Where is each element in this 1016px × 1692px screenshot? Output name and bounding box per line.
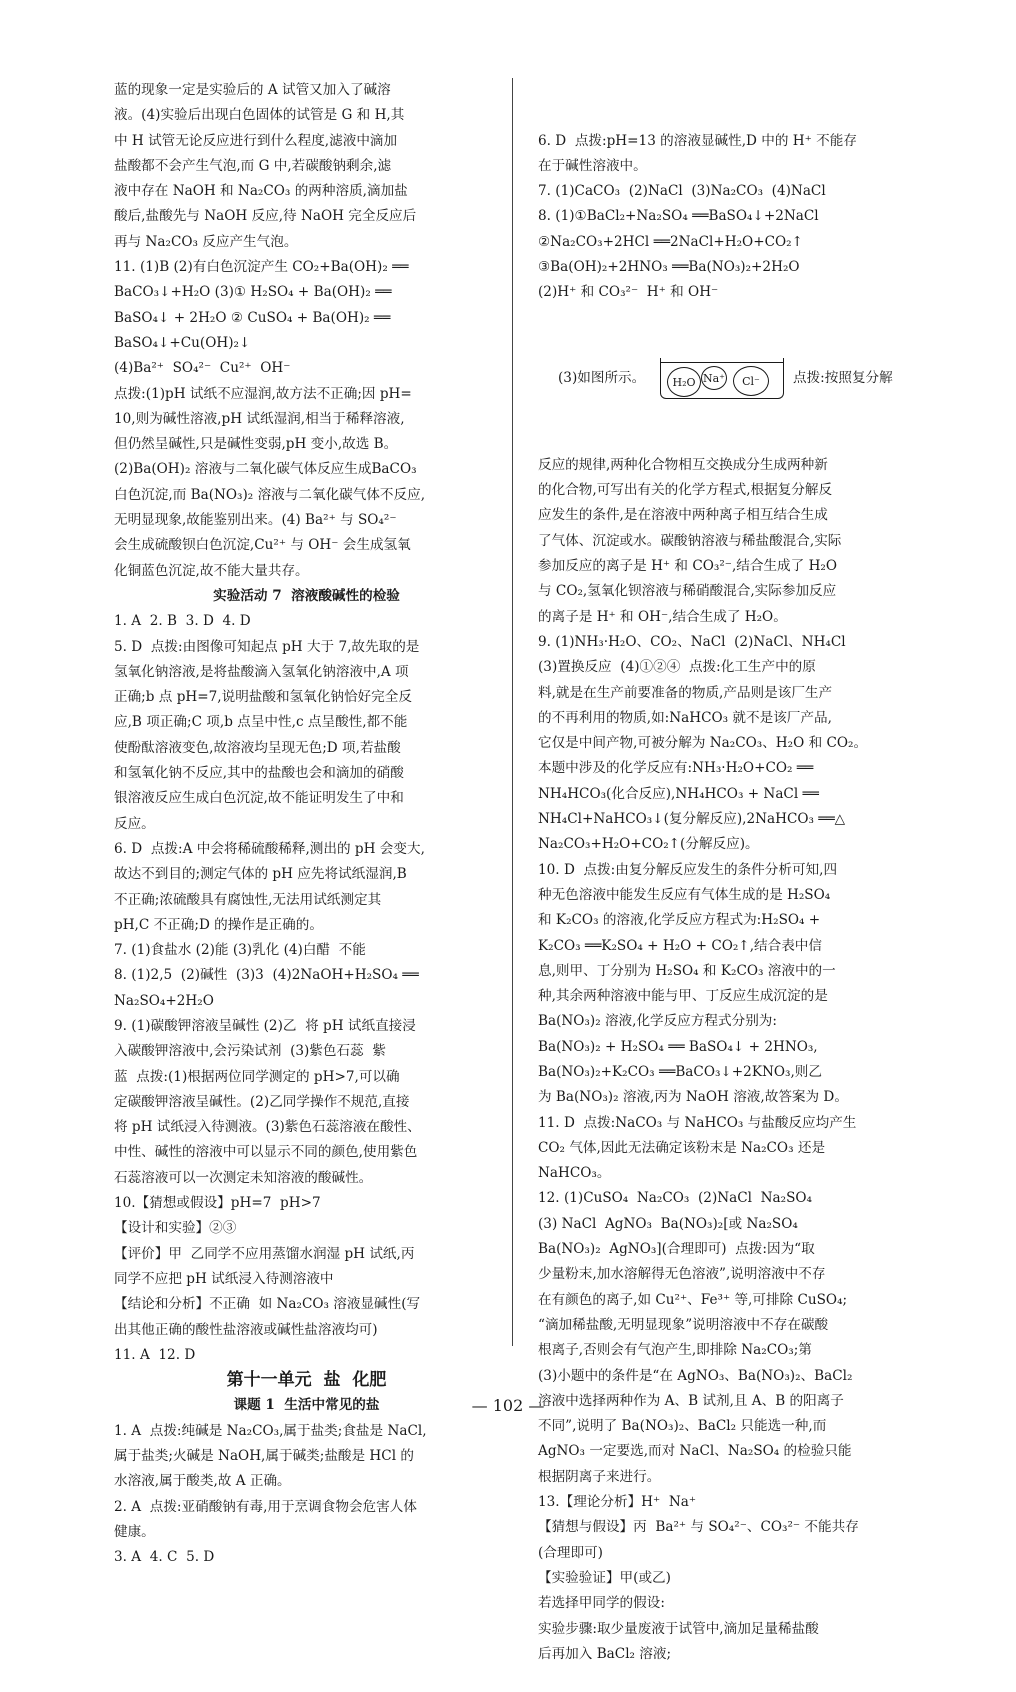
text-line: 为 Ba(NO₃)₂ 溶液,丙为 NaOH 溶液,故答案为 D。 (538, 1089, 848, 1106)
text-line: 水溶液,属于酸类,故 A 正确。 (114, 1473, 291, 1490)
text-line: 中 H 试管无论反应进行到什么程度,滤液中滴加 (114, 132, 398, 149)
text-line: 【实验验证】甲(或乙) (538, 1569, 671, 1586)
text-line: (3)置换反应 (4)①②④ 点拨:化工生产中的原 (538, 659, 816, 676)
text-line: 了气体、沉淀或水。碳酸钠溶液与稀盐酸混合,实际 (538, 532, 842, 549)
text-line: 本题中涉及的化学反应有:NH₃·H₂O+CO₂ ══ (538, 760, 814, 777)
text-line: 3. A 4. C 5. D (114, 1549, 215, 1566)
text-line: 11. (1)B (2)有白色沉淀产生 CO₂+Ba(OH)₂ ══ (114, 259, 409, 276)
beaker-diagram (660, 358, 784, 399)
text-line: 酸后,盐酸先与 NaOH 反应,待 NaOH 完全反应后 (114, 208, 417, 225)
text-line: Ba(NO₃)₂+K₂CO₃ ══BaCO₃↓+2KNO₃,则乙 (538, 1063, 822, 1080)
diagram-hint: 点拨:按照复分解 (793, 370, 893, 387)
text-line: 入碳酸钾溶液中,会污染试剂 (3)紫色石蕊 紫 (114, 1043, 386, 1060)
text-line: 课题 1 生活中常见的盐 (233, 1397, 380, 1414)
text-line: 8. (1)2,5 (2)碱性 (3)3 (4)2NaOH+H₂SO₄ ══ (114, 967, 419, 984)
right-column (538, 78, 924, 1692)
text-line: 点拨:(1)pH 试纸不应湿润,故方法不正确;因 pH= (114, 385, 412, 402)
text-line: 料,就是在生产前要准备的物质,产品则是该厂生产 (538, 684, 833, 701)
text-line: pH,C 不正确;D 的操作是正确的。 (114, 916, 323, 933)
diagram-caption: (3)如图所示。 (558, 370, 646, 387)
text-line: 11. D 点拨:NaCO₃ 与 NaHCO₃ 与盐酸反应均产生 (538, 1114, 857, 1131)
text-line: 【设计和实验】②③ (114, 1220, 237, 1237)
text-line: 实验步骤:取少量废液于试管中,滴加足量稀盐酸 (538, 1620, 819, 1637)
text-line: 不同”,说明了 Ba(NO₃)₂、BaCl₂ 只能选一种,而 (538, 1418, 827, 1435)
text-line: 13.【理论分析】H⁺ Na⁺ (538, 1494, 697, 1511)
text-line: 和氢氧化钠不反应,其中的盐酸也会和滴加的硝酸 (114, 765, 404, 782)
left-column (114, 78, 499, 1571)
text-line: 11. A 12. D (114, 1346, 196, 1363)
text-line: 会生成硫酸钡白色沉淀,Cu²⁺ 与 OH⁻ 会生成氢氧 (114, 537, 411, 554)
text-line: 9. (1)NH₃·H₂O、CO₂、NaCl (2)NaCl、NH₄Cl (538, 633, 846, 650)
text-line: 1. A 2. B 3. D 4. D (114, 613, 251, 630)
right-column-part-a (538, 129, 924, 306)
text-line: 盐酸都不会产生气泡,而 G 中,若碳酸钠剩余,滤 (114, 157, 392, 174)
text-line: 和 K₂CO₃ 的溶液,化学反应方程式为:H₂SO₄ + (538, 912, 821, 929)
text-line: 根离子,否则会有气泡产生,即排除 Na₂CO₃;第 (538, 1342, 812, 1359)
text-line: 6. D 点拨:A 中会将稀硫酸稀释,测出的 pH 会变大, (114, 840, 425, 857)
ion-diagram-line (538, 356, 924, 402)
text-line: 6. D 点拨:pH=13 的溶液显碱性,D 中的 H⁺ 不能存 (538, 132, 857, 149)
text-line: 息,则甲、丁分别为 H₂SO₄ 和 K₂CO₃ 溶液中的一 (538, 962, 836, 979)
text-line: 中性、碱性的溶液中可以显示不同的颜色,使用紫色 (114, 1144, 418, 1161)
right-column-part-b (538, 453, 924, 1667)
text-line: (3)小题中的条件是“在 AgNO₃、Ba(NO₃)₂、BaCl₂ (538, 1367, 853, 1384)
text-line: 反应的规律,两种化合物相互交换成分生成两种新 (538, 456, 828, 473)
text-line: K₂CO₃ ══K₂SO₄ + H₂O + CO₂↑,结合表中信 (538, 937, 822, 954)
text-line: 在有颜色的离子,如 Cu²⁺、Fe³⁺ 等,可排除 CuSO₄; (538, 1291, 848, 1308)
text-line: ②Na₂CO₃+2HCl ══2NaCl+H₂O+CO₂↑ (538, 233, 803, 250)
text-line: 参加反应的离子是 H⁺ 和 CO₃²⁻,结合生成了 H₂O (538, 558, 838, 575)
text-line: 银溶液反应生成白色沉淀,故不能证明发生了中和 (114, 790, 404, 807)
text-line: 溶液中选择两种作为 A、B 试剂,且 A、B 的阳离子 (538, 1392, 844, 1409)
text-line: Ba(NO₃)₂ 溶液,化学反应方程式分别为: (538, 1013, 777, 1030)
text-line: 的化合物,可写出有关的化学方程式,根据复分解反 (538, 482, 833, 499)
text-line: 根据阴离子来进行。 (538, 1468, 661, 1485)
ion-water: H₂O (667, 367, 701, 397)
text-line: 的离子是 H⁺ 和 OH⁻,结合生成了 H₂O。 (538, 608, 787, 625)
text-line: 后再加入 BaCl₂ 溶液; (538, 1645, 672, 1662)
text-line: 氢氧化钠溶液,是将盐酸滴入氢氧化钠溶液中,A 项 (114, 663, 409, 680)
text-line: 10. D 点拨:由复分解反应发生的条件分析可知,四 (538, 861, 838, 878)
text-line: (2)H⁺ 和 CO₃²⁻ H⁺ 和 OH⁻ (538, 284, 719, 301)
text-line: 无明显现象,故能鉴别出来。(4) Ba²⁺ 与 SO₄²⁻ (114, 512, 397, 529)
text-line: CO₂ 气体,因此无法确定该粉末是 Na₂CO₃ 还是 (538, 1139, 826, 1156)
text-line: 7. (1)食盐水 (2)能 (3)乳化 (4)白醋 不能 (114, 942, 366, 959)
text-line: Na₂CO₃+H₂O+CO₂↑(分解反应)。 (538, 836, 759, 853)
text-line: 正确;b 点 pH=7,说明盐酸和氢氧化钠恰好完全反 (114, 689, 412, 706)
text-line: 8. (1)①BaCl₂+Na₂SO₄ ══BaSO₄↓+2NaCl (538, 208, 819, 225)
text-line: 少量粉末,加水溶解得无色溶液”,说明溶液中不存 (538, 1266, 826, 1283)
text-line: 出其他正确的酸性盐溶液或碱性盐溶液均可) (114, 1321, 378, 1338)
text-line: 使酚酞溶液变色,故溶液均呈现无色;D 项,若盐酸 (114, 739, 401, 756)
text-line: AgNO₃ 一定要选,而对 NaCl、Na₂SO₄ 的检验只能 (538, 1443, 852, 1460)
page-number: — 102 — (471, 1396, 545, 1415)
text-line: 12. (1)CuSO₄ Na₂CO₃ (2)NaCl Na₂SO₄ (538, 1190, 812, 1207)
ion-sodium: Na⁺ (701, 366, 727, 390)
text-line: 将 pH 试纸浸入待测液。(3)紫色石蕊溶液在酸性、 (114, 1119, 421, 1136)
text-line: (4)Ba²⁺ SO₄²⁻ Cu²⁺ OH⁻ (114, 360, 291, 377)
text-line: 10,则为碱性溶液,pH 试纸湿润,相当于稀释溶液, (114, 410, 405, 427)
text-line: 蓝 点拨:(1)根据两位同学测定的 pH>7,可以确 (114, 1068, 400, 1085)
text-line: 再与 Na₂CO₃ 反应产生气泡。 (114, 233, 298, 250)
text-line: 10.【猜想或假设】pH=7 pH>7 (114, 1195, 321, 1212)
text-line: 不正确;浓硫酸具有腐蚀性,无法用试纸测定其 (114, 891, 382, 908)
text-line: 若选择甲同学的假设: (538, 1595, 665, 1612)
text-line: 健康。 (114, 1523, 155, 1540)
text-line: (合理即可) (538, 1544, 603, 1561)
ion-chloride: Cl⁻ (733, 366, 769, 396)
text-line: 【评价】甲 乙同学不应用蒸馏水润湿 pH 试纸,丙 (114, 1245, 415, 1262)
text-line: NaHCO₃。 (538, 1165, 611, 1182)
text-line: 液。(4)实验后出现白色固体的试管是 G 和 H,其 (114, 107, 405, 124)
text-line: 属于盐类;火碱是 NaOH,属于碱类;盐酸是 HCl 的 (114, 1448, 414, 1465)
text-line: 化铜蓝色沉淀,故不能大量共存。 (114, 562, 309, 579)
text-line: 应,B 项正确;C 项,b 点呈中性,c 点呈酸性,都不能 (114, 714, 408, 731)
text-line: NH₄Cl+NaHCO₃↓(复分解反应),2NaHCO₃ ══△ (538, 811, 846, 828)
text-line: 【结论和分析】不正确 如 Na₂CO₃ 溶液显碱性(写 (114, 1296, 421, 1313)
text-line: 应发生的条件,是在溶液中两种离子相互结合生成 (538, 507, 828, 524)
text-line: 实验活动 7 溶液酸碱性的检验 (213, 587, 400, 604)
text-line: 它仅是中间产物,可被分解为 Na₂CO₃、H₂O 和 CO₂。 (538, 735, 868, 752)
text-line: Ba(NO₃)₂ + H₂SO₄ ══ BaSO₄↓ + 2HNO₃, (538, 1038, 818, 1055)
text-line: 液中存在 NaOH 和 Na₂CO₃ 的两种溶质,滴加盐 (114, 183, 408, 200)
text-line: 种无色溶液中能发生反应有气体生成的是 H₂SO₄ (538, 886, 831, 903)
text-line: 故达不到目的;测定气体的 pH 应先将试纸湿润,B (114, 866, 407, 883)
text-line: BaCO₃↓+H₂O (3)① H₂SO₄ + Ba(OH)₂ ══ (114, 284, 392, 301)
text-line: 7. (1)CaCO₃ (2)NaCl (3)Na₂CO₃ (4)NaCl (538, 183, 826, 200)
text-line: “滴加稀盐酸,无明显现象”说明溶液中不存在碳酸 (538, 1316, 829, 1333)
text-line: (2)Ba(OH)₂ 溶液与二氧化碳气体反应生成BaCO₃ (114, 461, 417, 478)
text-line: BaSO₄↓ + 2H₂O ② CuSO₄ + Ba(OH)₂ ══ (114, 309, 391, 326)
text-line: BaSO₄↓+Cu(OH)₂↓ (114, 334, 251, 351)
text-line: 同学不应把 pH 试纸浸入待测溶液中 (114, 1270, 334, 1287)
text-line: 白色沉淀,而 Ba(NO₃)₂ 溶液与二氧化碳气体不反应, (114, 486, 426, 503)
text-line: 2. A 点拨:亚硝酸钠有毒,用于烹调食物会危害人体 (114, 1498, 417, 1515)
text-line: 9. (1)碳酸钾溶液呈碱性 (2)乙 将 pH 试纸直接浸 (114, 1017, 416, 1034)
text-line: 与 CO₂,氢氧化钡溶液与稀硝酸混合,实际参加反应 (538, 583, 837, 600)
text-line: 石蕊溶液可以一次测定未知溶液的酸碱性。 (114, 1169, 373, 1186)
text-line: NH₄HCO₃(化合反应),NH₄HCO₃ + NaCl ══ (538, 785, 819, 802)
text-line: 5. D 点拨:由图像可知起点 pH 大于 7,故先取的是 (114, 638, 420, 655)
text-line: 定碳酸钾溶液呈碱性。(2)乙同学操作不规范,直接 (114, 1093, 410, 1110)
text-line: ③Ba(OH)₂+2HNO₃ ══Ba(NO₃)₂+2H₂O (538, 259, 800, 276)
text-line: 1. A 点拨:纯碱是 Na₂CO₃,属于盐类;食盐是 NaCl, (114, 1422, 427, 1439)
text-line: 蓝的现象一定是实验后的 A 试管又加入了碱溶 (114, 82, 391, 98)
text-line: 【猜想与假设】丙 Ba²⁺ 与 SO₄²⁻、CO₃²⁻ 不能共存 (538, 1519, 859, 1536)
text-line: 的不再利用的物质,如:NaHCO₃ 就不是该厂产品, (538, 709, 832, 726)
text-line: Ba(NO₃)₂ AgNO₃](合理即可) 点拨:因为“取 (538, 1241, 815, 1258)
text-line: 第十一单元 盐 化肥 (226, 1370, 387, 1391)
text-line: 反应。 (114, 815, 155, 832)
text-line: 但仍然呈碱性,只是碱性变弱,pH 变小,故选 B。 (114, 436, 398, 453)
text-line: 在于碱性溶液中。 (538, 157, 647, 174)
beaker-liquid-line (661, 362, 783, 363)
column-divider (512, 78, 513, 1346)
text-line: 种,其余两种溶液中能与甲、丁反应生成沉淀的是 (538, 988, 828, 1005)
text-line: Na₂SO₄+2H₂O (114, 992, 214, 1009)
text-line: (3) NaCl AgNO₃ Ba(NO₃)₂[或 Na₂SO₄ (538, 1215, 798, 1232)
